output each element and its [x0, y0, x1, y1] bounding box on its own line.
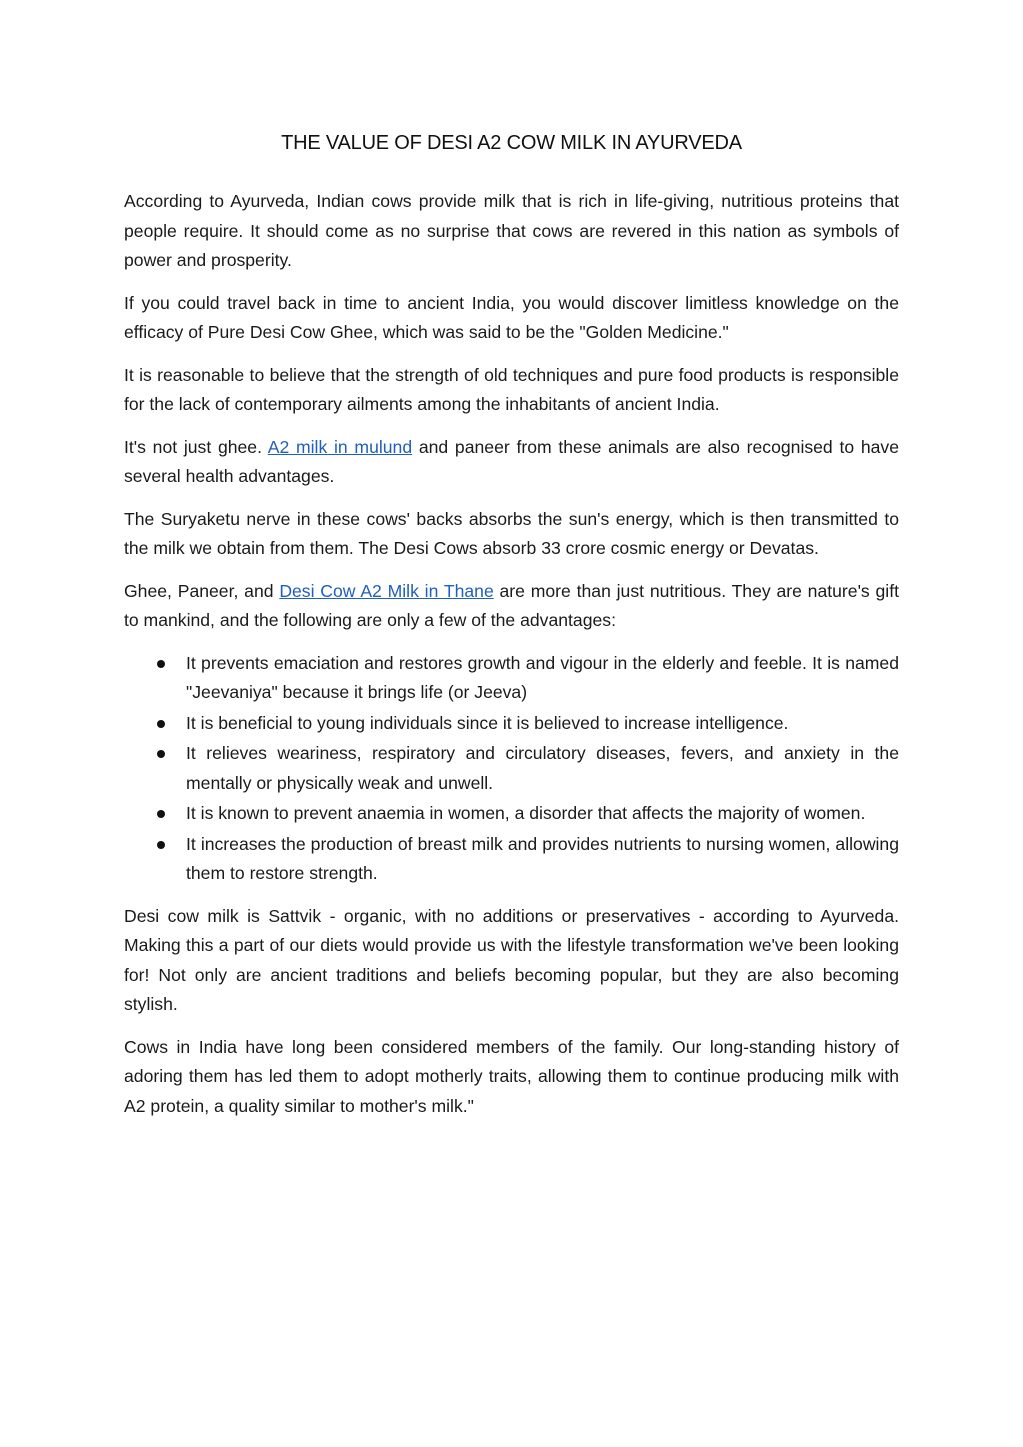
- bullet-icon: [157, 841, 165, 849]
- list-item-text: It increases the production of breast milk and provides nutrients to nursing women, allowing them to restore strength.: [186, 833, 899, 883]
- paragraph-ancient-india: If you could travel back in time to ancient India, you would discover limitless knowledge on the efficacy of Pure Desi Cow Ghee, which was said to be the "Golden Medicine.": [124, 292, 899, 342]
- document-page: [124, 126, 899, 1134]
- bullet-icon: [157, 660, 165, 668]
- list-item: [124, 830, 899, 889]
- link-desi-cow-a2-milk-thane[interactable]: Desi Cow A2 Milk in Thane: [279, 580, 494, 601]
- list-item-text: It prevents emaciation and restores growth and vigour in the elderly and feeble. It is named "Jeevaniya" because it brings life (or Jeeva): [186, 652, 899, 702]
- list-item: [124, 709, 899, 739]
- paragraph-text: It's not just ghee.: [124, 436, 268, 457]
- document-title: THE VALUE OF DESI A2 COW MILK IN AYURVEDA: [281, 132, 742, 154]
- bullet-icon: [157, 720, 165, 728]
- list-item-text: It is beneficial to young individuals since it is believed to increase intelligence.: [186, 712, 789, 733]
- bullet-icon: [157, 810, 165, 818]
- paragraph-sattvik: Desi cow milk is Sattvik - organic, with no additions or preservatives - according to Ayurveda. Making this a part of our diets would provide us with the lifestyle transformation we've been looking for! Not only are ancient traditions and beliefs becoming popular, but they are also becoming stylish.: [124, 905, 899, 1014]
- list-item: [124, 799, 899, 829]
- paragraph-advantages-intro: [124, 577, 899, 636]
- link-a2-milk-mulund[interactable]: A2 milk in mulund: [267, 436, 413, 457]
- paragraph-intro: According to Ayurveda, Indian cows provide milk that is rich in life-giving, nutritious proteins that people require. It should come as no surprise that cows are revered in this nation as symbols of power and prosperity.: [124, 191, 899, 270]
- benefits-list: [124, 649, 899, 889]
- list-item-text: It is known to prevent anaemia in women, a disorder that affects the majority of women.: [186, 803, 866, 823]
- paragraph-suryaketu: The Suryaketu nerve in these cows' backs absorbs the sun's energy, which is then transmitted to the milk we obtain from them. The Desi Cows absorb 33 crore cosmic energy or Devatas.: [124, 508, 899, 558]
- paragraph-text: Ghee, Paneer, and: [124, 580, 280, 601]
- paragraph-text: and paneer from these animals are also recognised to have several health advantages.: [124, 436, 899, 486]
- list-item-text: It relieves weariness, respiratory and circulatory diseases, fevers, and anxiety in the mentally or physically weak and unwell.: [186, 743, 899, 793]
- paragraph-text: are more than just nutritious. They are nature's gift to mankind, and the following are only a few of the advantages:: [124, 580, 899, 630]
- paragraph-old-techniques: It is reasonable to believe that the strength of old techniques and pure food products is responsible for the lack of contemporary ailments among the inhabitants of ancient India.: [124, 364, 899, 414]
- list-item: [124, 739, 899, 798]
- paragraph-not-just-ghee: [124, 433, 899, 492]
- bullet-icon: [157, 750, 165, 758]
- list-item: [124, 649, 899, 708]
- paragraph-family: Cows in India have long been considered members of the family. Our long-standing history of adoring them has led them to adopt motherly traits, allowing them to continue producing milk with A2 protein, a quality similar to mother's milk.": [124, 1036, 899, 1116]
